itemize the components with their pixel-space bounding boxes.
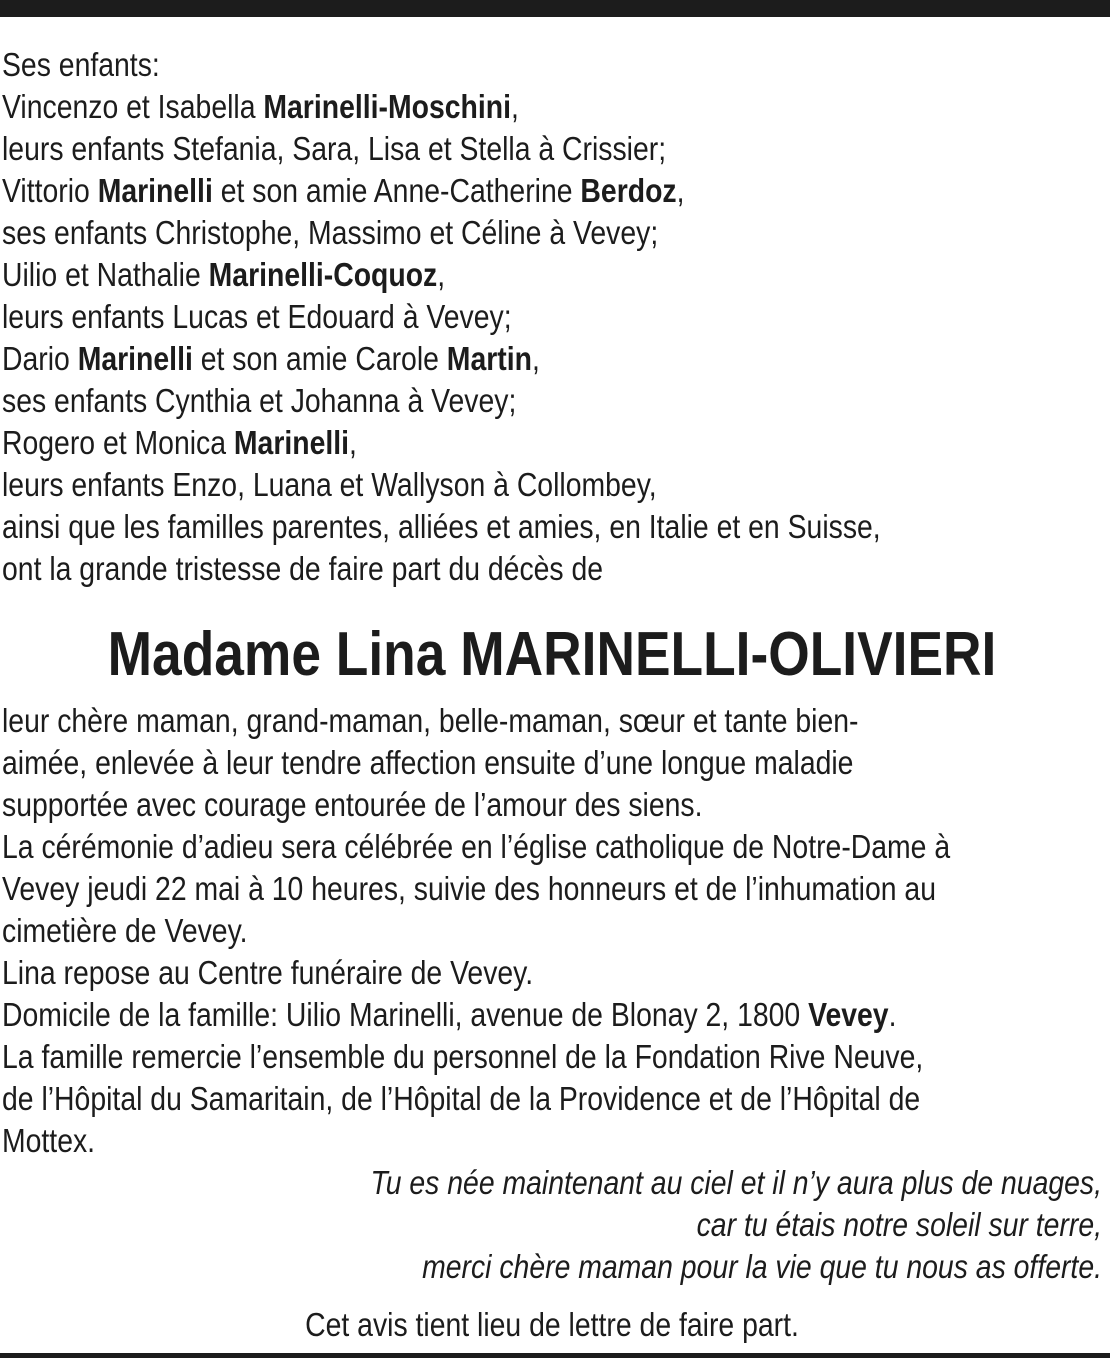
family-line: Uilio et Nathalie Marinelli-Coquoz, — [2, 256, 446, 293]
tribute-line: supportée avec courage entourée de l’amour des siens. — [2, 786, 703, 823]
tribute-line: leur chère maman, grand-maman, belle-maman, sœur et tante bien- — [2, 702, 859, 739]
family-line: Vincenzo et Isabella Marinelli-Moschini, — [2, 88, 519, 125]
family-domicile: Domicile de la famille: Uilio Marinelli, avenue de Blonay 2, 1800 Vevey. — [2, 996, 897, 1033]
family-line: ainsi que les familles parentes, alliées et amies, en Italie et en Suisse, — [2, 508, 881, 545]
family-line: ont la grande tristesse de faire part du décès de — [2, 550, 604, 587]
tribute-line: aimée, enlevée à leur tendre affection ensuite d’une longue maladie — [2, 744, 854, 781]
thanks-line: de l’Hôpital du Samaritain, de l’Hôpital de la Providence et de l’Hôpital de — [2, 1080, 921, 1117]
deceased-name: Madame Lina MARINELLI-OLIVIERI — [107, 620, 997, 689]
family-line: Dario Marinelli et son amie Carole Martin, — [2, 340, 540, 377]
ceremony-line: cimetière de Vevey. — [2, 912, 248, 949]
family-line: leurs enfants Stefania, Sara, Lisa et Stella à Crissier; — [2, 130, 667, 167]
ceremony-line: La cérémonie d’adieu sera célébrée en l’église catholique de Notre-Dame à — [2, 828, 951, 865]
family-line: ses enfants Cynthia et Johanna à Vevey; — [2, 382, 517, 419]
verse-line: Tu es née maintenant au ciel et il n’y aura plus de nuages, — [370, 1164, 1102, 1201]
family-line: Rogero et Monica Marinelli, — [2, 424, 357, 461]
obituary-notice — [2, 44, 1102, 1346]
ceremony-line: Vevey jeudi 22 mai à 10 heures, suivie des honneurs et de l’inhumation au — [2, 870, 937, 907]
thanks-line: Mottex. — [2, 1122, 96, 1159]
family-line: ses enfants Christophe, Massimo et Céline à Vevey; — [2, 214, 659, 251]
top-rule — [0, 0, 1110, 17]
bottom-rule — [0, 1353, 1110, 1358]
verse-line: merci chère maman pour la vie que tu nous as offerte. — [422, 1248, 1103, 1285]
rest-location: Lina repose au Centre funéraire de Vevey. — [2, 954, 534, 991]
closing-note: Cet avis tient lieu de lettre de faire part. — [305, 1306, 799, 1343]
family-line: Vittorio Marinelli et son amie Anne-Catherine Berdoz, — [2, 172, 685, 209]
family-line: leurs enfants Enzo, Luana et Wallyson à Collombey, — [2, 466, 657, 503]
family-line: leurs enfants Lucas et Edouard à Vevey; — [2, 298, 512, 335]
thanks-line: La famille remercie l’ensemble du personnel de la Fondation Rive Neuve, — [2, 1038, 924, 1075]
verse-line: car tu étais notre soleil sur terre, — [696, 1206, 1102, 1243]
family-intro: Ses enfants: — [2, 46, 160, 83]
